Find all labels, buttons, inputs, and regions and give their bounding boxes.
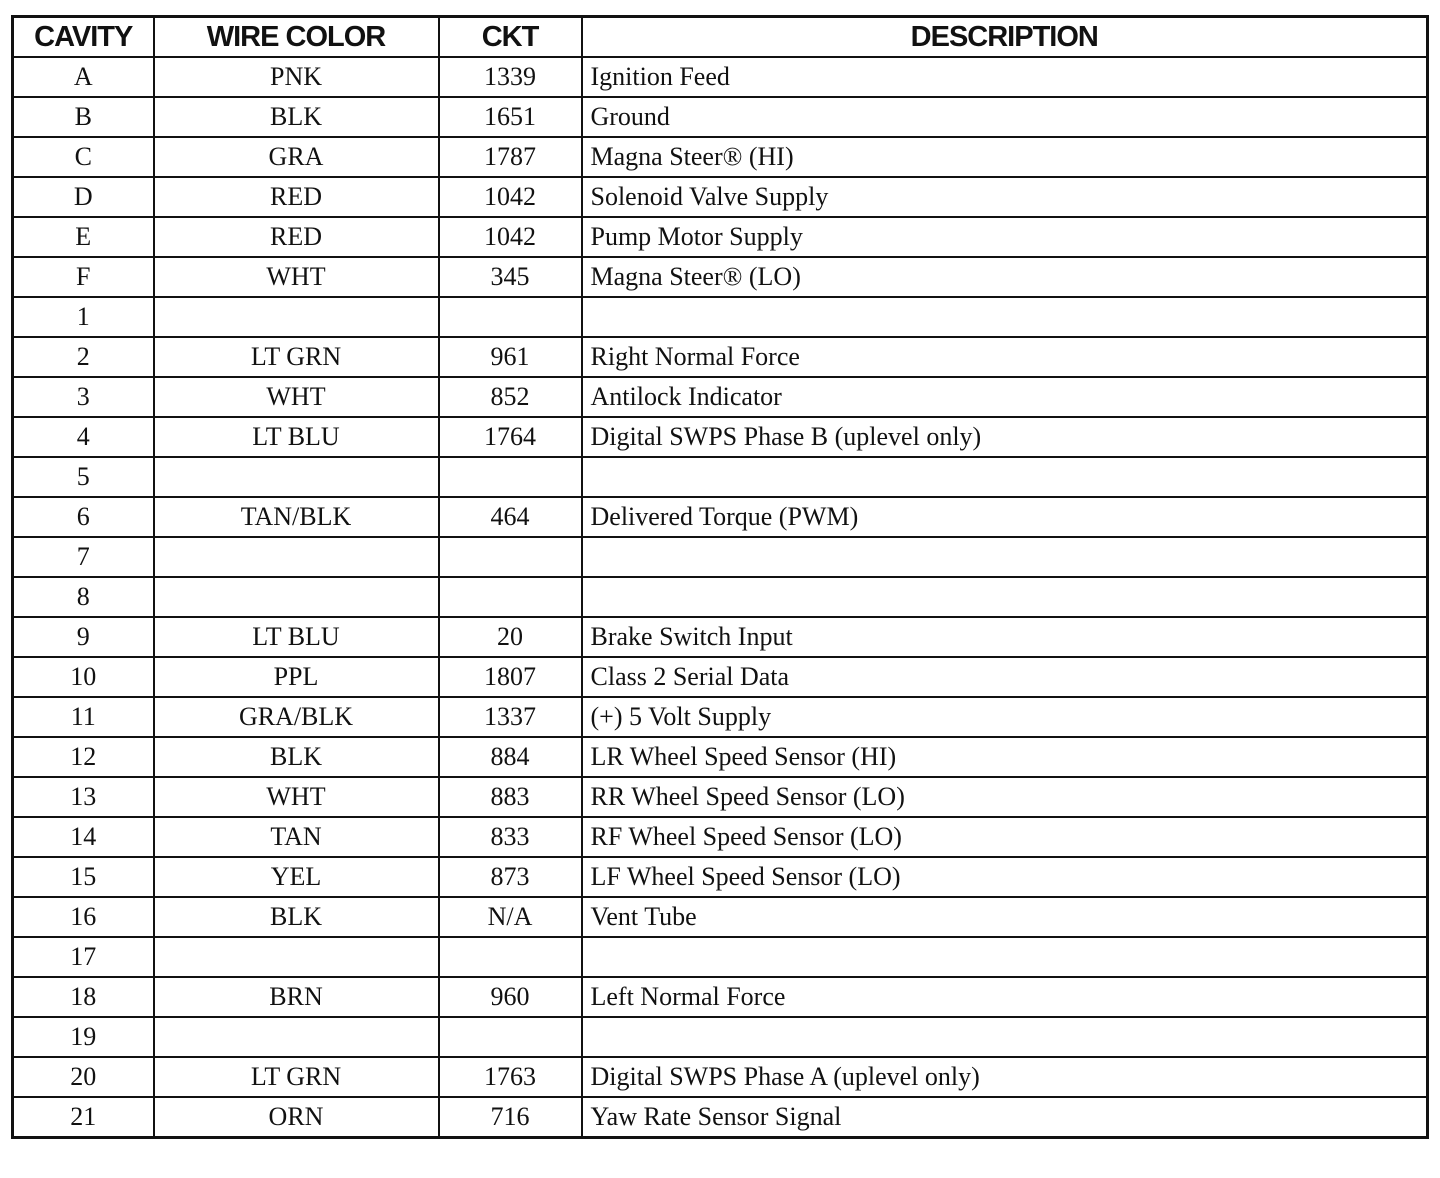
wire-color-cell: WHT xyxy=(154,777,439,817)
wire-color-cell: BLK xyxy=(154,737,439,777)
table-row xyxy=(13,977,1428,1017)
cavity-cell: 17 xyxy=(13,937,154,977)
description-cell xyxy=(582,537,1428,577)
table-row xyxy=(13,377,1428,417)
ckt-cell: 884 xyxy=(439,737,582,777)
ckt-cell: 1764 xyxy=(439,417,582,457)
wire-color-cell: YEL xyxy=(154,857,439,897)
description-cell: Ignition Feed xyxy=(582,57,1428,97)
connector-pinout-table xyxy=(11,15,1429,1139)
wire-color-cell xyxy=(154,537,439,577)
description-cell: RR Wheel Speed Sensor (LO) xyxy=(582,777,1428,817)
description-cell: LR Wheel Speed Sensor (HI) xyxy=(582,737,1428,777)
wire-color-cell: GRA/BLK xyxy=(154,697,439,737)
ckt-cell: 716 xyxy=(439,1097,582,1138)
wire-color-cell: WHT xyxy=(154,257,439,297)
wire-color-cell xyxy=(154,1017,439,1057)
table-row xyxy=(13,137,1428,177)
table-header xyxy=(13,17,1428,58)
cavity-cell: 15 xyxy=(13,857,154,897)
description-cell xyxy=(582,937,1428,977)
description-cell: Magna Steer® (HI) xyxy=(582,137,1428,177)
wire-color-cell: PPL xyxy=(154,657,439,697)
header-ckt: CKT xyxy=(439,17,582,58)
description-cell xyxy=(582,1017,1428,1057)
description-cell: Vent Tube xyxy=(582,897,1428,937)
ckt-cell: 873 xyxy=(439,857,582,897)
wire-color-cell: BLK xyxy=(154,97,439,137)
table-row xyxy=(13,1057,1428,1097)
cavity-cell: 2 xyxy=(13,337,154,377)
table-row xyxy=(13,737,1428,777)
description-cell xyxy=(582,577,1428,617)
table-body xyxy=(13,57,1428,1138)
ckt-cell: 1042 xyxy=(439,217,582,257)
table-row xyxy=(13,617,1428,657)
table-row xyxy=(13,177,1428,217)
table-row xyxy=(13,417,1428,457)
wire-color-cell: LT GRN xyxy=(154,337,439,377)
ckt-cell: 464 xyxy=(439,497,582,537)
cavity-cell: D xyxy=(13,177,154,217)
ckt-cell: 1807 xyxy=(439,657,582,697)
wire-color-cell xyxy=(154,457,439,497)
cavity-cell: B xyxy=(13,97,154,137)
wire-color-cell: LT BLU xyxy=(154,417,439,457)
description-cell: Right Normal Force xyxy=(582,337,1428,377)
wire-color-cell: GRA xyxy=(154,137,439,177)
description-cell: Digital SWPS Phase A (uplevel only) xyxy=(582,1057,1428,1097)
description-cell: RF Wheel Speed Sensor (LO) xyxy=(582,817,1428,857)
description-cell: Digital SWPS Phase B (uplevel only) xyxy=(582,417,1428,457)
description-cell: Delivered Torque (PWM) xyxy=(582,497,1428,537)
header-cavity: CAVITY xyxy=(13,17,154,58)
ckt-cell xyxy=(439,537,582,577)
cavity-cell: F xyxy=(13,257,154,297)
table-row xyxy=(13,897,1428,937)
wire-color-cell: WHT xyxy=(154,377,439,417)
table-row xyxy=(13,97,1428,137)
description-cell: Class 2 Serial Data xyxy=(582,657,1428,697)
cavity-cell: 20 xyxy=(13,1057,154,1097)
cavity-cell: E xyxy=(13,217,154,257)
wire-color-cell: TAN xyxy=(154,817,439,857)
cavity-cell: 19 xyxy=(13,1017,154,1057)
ckt-cell: 1787 xyxy=(439,137,582,177)
table-row xyxy=(13,697,1428,737)
header-description: DESCRIPTION xyxy=(582,17,1428,58)
cavity-cell: 10 xyxy=(13,657,154,697)
wire-color-cell: LT BLU xyxy=(154,617,439,657)
description-cell: Left Normal Force xyxy=(582,977,1428,1017)
description-cell: Brake Switch Input xyxy=(582,617,1428,657)
table-row xyxy=(13,577,1428,617)
wire-color-cell: BRN xyxy=(154,977,439,1017)
cavity-cell: 16 xyxy=(13,897,154,937)
cavity-cell: C xyxy=(13,137,154,177)
cavity-cell: 7 xyxy=(13,537,154,577)
description-cell xyxy=(582,297,1428,337)
table-row xyxy=(13,1097,1428,1138)
cavity-cell: 3 xyxy=(13,377,154,417)
description-cell: Antilock Indicator xyxy=(582,377,1428,417)
table-row xyxy=(13,457,1428,497)
table-row xyxy=(13,1017,1428,1057)
ckt-cell: 960 xyxy=(439,977,582,1017)
cavity-cell: 21 xyxy=(13,1097,154,1138)
cavity-cell: 11 xyxy=(13,697,154,737)
description-cell: Solenoid Valve Supply xyxy=(582,177,1428,217)
wire-color-cell xyxy=(154,937,439,977)
table-row xyxy=(13,297,1428,337)
wire-color-cell xyxy=(154,577,439,617)
table-row xyxy=(13,57,1428,97)
ckt-cell: 1651 xyxy=(439,97,582,137)
cavity-cell: 6 xyxy=(13,497,154,537)
cavity-cell: 1 xyxy=(13,297,154,337)
ckt-cell: 833 xyxy=(439,817,582,857)
description-cell xyxy=(582,457,1428,497)
wire-color-cell xyxy=(154,297,439,337)
cavity-cell: 18 xyxy=(13,977,154,1017)
table-row xyxy=(13,217,1428,257)
cavity-cell: 9 xyxy=(13,617,154,657)
description-cell: Yaw Rate Sensor Signal xyxy=(582,1097,1428,1138)
cavity-cell: 5 xyxy=(13,457,154,497)
cavity-cell: 12 xyxy=(13,737,154,777)
table-row xyxy=(13,657,1428,697)
wire-color-cell: PNK xyxy=(154,57,439,97)
header-row xyxy=(13,17,1428,58)
wire-color-cell: TAN/BLK xyxy=(154,497,439,537)
table-row xyxy=(13,537,1428,577)
ckt-cell xyxy=(439,577,582,617)
ckt-cell xyxy=(439,1017,582,1057)
cavity-cell: 13 xyxy=(13,777,154,817)
table-row xyxy=(13,857,1428,897)
description-cell: Pump Motor Supply xyxy=(582,217,1428,257)
ckt-cell: 1763 xyxy=(439,1057,582,1097)
ckt-cell: 20 xyxy=(439,617,582,657)
table-row xyxy=(13,777,1428,817)
description-cell: Ground xyxy=(582,97,1428,137)
wire-color-cell: ORN xyxy=(154,1097,439,1138)
ckt-cell xyxy=(439,457,582,497)
table-row xyxy=(13,817,1428,857)
cavity-cell: 14 xyxy=(13,817,154,857)
ckt-cell: 1337 xyxy=(439,697,582,737)
ckt-cell: 961 xyxy=(439,337,582,377)
ckt-cell: 1339 xyxy=(439,57,582,97)
description-cell: (+) 5 Volt Supply xyxy=(582,697,1428,737)
ckt-cell: 883 xyxy=(439,777,582,817)
ckt-cell: N/A xyxy=(439,897,582,937)
description-cell: Magna Steer® (LO) xyxy=(582,257,1428,297)
wire-color-cell: RED xyxy=(154,217,439,257)
ckt-cell xyxy=(439,937,582,977)
table-row xyxy=(13,497,1428,537)
wire-color-cell: RED xyxy=(154,177,439,217)
cavity-cell: 4 xyxy=(13,417,154,457)
header-wire-color: WIRE COLOR xyxy=(154,17,439,58)
table-row xyxy=(13,337,1428,377)
wire-color-cell: BLK xyxy=(154,897,439,937)
description-cell: LF Wheel Speed Sensor (LO) xyxy=(582,857,1428,897)
wire-color-cell: LT GRN xyxy=(154,1057,439,1097)
cavity-cell: A xyxy=(13,57,154,97)
ckt-cell: 852 xyxy=(439,377,582,417)
ckt-cell: 1042 xyxy=(439,177,582,217)
ckt-cell: 345 xyxy=(439,257,582,297)
cavity-cell: 8 xyxy=(13,577,154,617)
table-row xyxy=(13,937,1428,977)
ckt-cell xyxy=(439,297,582,337)
table-row xyxy=(13,257,1428,297)
